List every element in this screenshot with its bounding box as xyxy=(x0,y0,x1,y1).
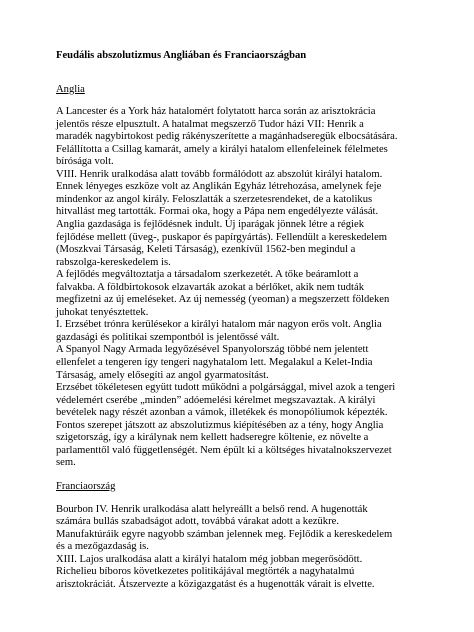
text-line: A fejlődés megváltoztatja a társadalom szerkezetét. A tőke beáramlott a xyxy=(56,269,359,281)
text-line: Bourbon IV. Henrik uralkodása alatt helyreállt a belső rend. A hugenották xyxy=(56,503,368,515)
text-line: arisztokráciát. Átszervezte a közigazgatást és a hugenották várait is elvette. xyxy=(56,578,375,590)
text-line: parlamenttől való függetlenségét. Nem épült ki a költséges hivatalnokszervezet xyxy=(56,444,392,456)
text-line: A Spanyol Nagy Armada legyőzésével Spanyolország többé nem jelentett xyxy=(56,344,369,356)
section-heading-anglia: Anglia xyxy=(56,83,85,95)
text-line: Társaság, amely elősegíti az angol gyarmatosítást. xyxy=(56,369,269,381)
text-line: (Moszkvai Társaság, Keleti Társaság), ezenkívül 1562-ben megindul a xyxy=(56,244,356,256)
text-line: bevételek nagy részét azonban a vámok, illetékek és monopóliumok képezték. xyxy=(56,407,388,419)
document-page xyxy=(56,50,431,591)
text-line: bírósága volt. xyxy=(56,156,114,168)
text-line: Manufaktúráik egyre nagyobb számban jelennek meg. Fejlődik a kereskedelem xyxy=(56,528,393,540)
text-line: védelemért cserébe „minden” adóemelési kérelmet megszavaztak. A királyi xyxy=(56,394,376,406)
text-line: Ennek lényeges eszköze volt az Anglikán Egyház létrehozása, amelynek feje xyxy=(56,181,382,193)
text-line: gazdasági és politikai szempontból is jelentőssé vált. xyxy=(56,331,280,343)
text-line: megfizetni az új emeléseket. Az új nemesség (yeoman) a megszerzett földeken xyxy=(56,294,390,306)
text-line: A Lancester és a York ház hatalomért folytatott harca során az arisztokrácia xyxy=(56,106,376,118)
text-line: VIII. Henrik uralkodása alatt tovább formálódott az abszolút királyi hatalom. xyxy=(56,168,383,180)
text-line: sem. xyxy=(56,457,76,469)
text-line: juhokat tenyésztettek. xyxy=(56,306,149,318)
text-line: Felállította a Csillag kamarát, amely a királyi hatalom ellenfeleinek félelmetes xyxy=(56,143,388,155)
text-line: ellenfelet a tengeren így tengeri nagyhatalom lett. Megalakul a Kelet-India xyxy=(56,357,373,369)
text-line: I. Erzsébet trónra kerülésekor a királyi hatalom már nagyon erős volt. Anglia xyxy=(56,319,382,331)
text-line: mindenkor az angol király. Feloszlatták a szerzetesrendeket, de a katolikus xyxy=(56,193,373,205)
text-line: hitvallást meg tartották. Formai oka, hogy a Pápa nem engedélyezte válását. xyxy=(56,206,379,218)
spacer xyxy=(56,470,431,481)
section-franciaorszag xyxy=(56,481,431,591)
text-line: Erzsébet tökéletesen együtt tudott működni a polgársággal, mivel azok a tengeri xyxy=(56,382,396,394)
text-line: szigetország, így a királynak nem kellett hadseregre költenie, ez növelte a xyxy=(56,432,369,444)
section-anglia xyxy=(56,84,431,470)
section-body-anglia xyxy=(56,106,431,470)
text-line: számára bullás szabadságot adott, továbbá várakat adott a kezükre. xyxy=(56,516,339,528)
text-line: Richelieu bíboros következetes politikájával megtörték a nagyhatalmú xyxy=(56,566,355,578)
text-line: Anglia gazdasága is fejlődésnek indult. Új iparágak jönnek létre a régiek xyxy=(56,219,364,231)
text-line: maradék nagybirtokost pedig rákényszerítette a magánhadseregük elbocsátására. xyxy=(56,131,398,143)
text-line: falvakba. A földbirtokosok elzavarták azokat a bérlőket, akik nem tudták xyxy=(56,281,364,293)
spacer xyxy=(56,73,431,84)
document-title: Feudális abszolutizmus Angliában és Franciaországban xyxy=(56,50,307,61)
text-line: rabszolga-kereskedelem is. xyxy=(56,256,171,268)
text-line: és a mezőgazdaság is. xyxy=(56,541,149,553)
section-heading-franciaorszag: Franciaország xyxy=(56,480,116,492)
text-line: XIII. Lajos uralkodása alatt a királyi hatalom még jobban megerősödött. xyxy=(56,553,363,565)
section-body-franciaorszag xyxy=(56,504,431,592)
text-line: fejlődése mellett (üveg-, puskapor és papírgyártás). Fellendült a kereskedelem xyxy=(56,231,388,243)
text-line: jelentős része elpusztult. A hatalmat megszerző Tudor házi VII: Henrik a xyxy=(56,118,364,130)
text-line: Fontos szerepet játszott az abszolutizmus kiépítésében az a tény, hogy Anglia xyxy=(56,419,384,431)
